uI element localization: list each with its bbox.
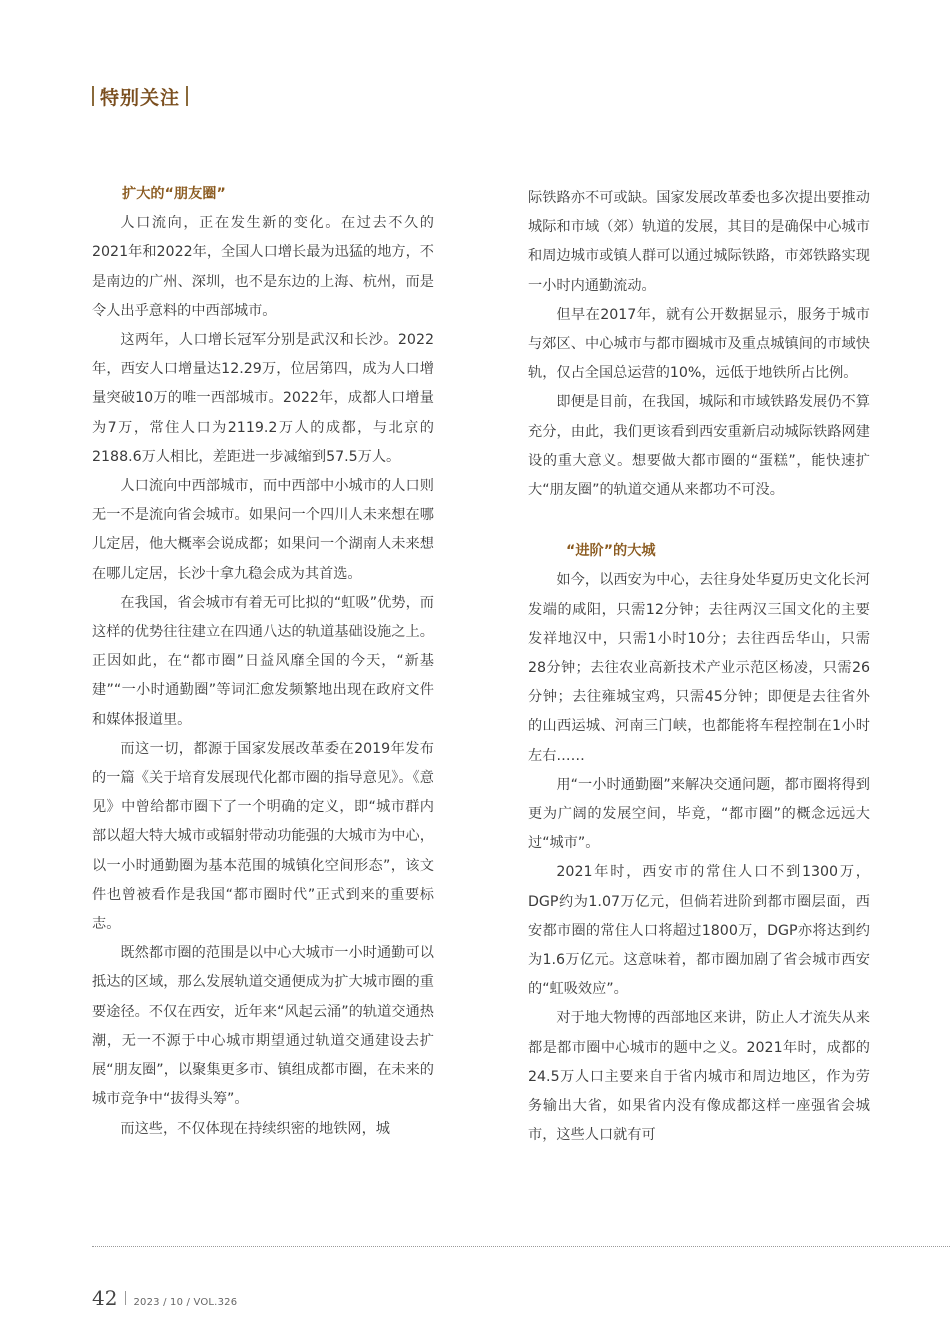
- left-paragraph-7: 而这些，不仅体现在持续织密的地铁网，城: [120, 1120, 390, 1137]
- section-title: 特别关注: [100, 86, 181, 109]
- left-paragraph-6: 既然都市圈的范围是以中心大城市一小时通勤可以抵达的区域，那么发展轨道交通便成为扩大城市圈的重要途径。不仅在西安，近年来“风起云涌”的轨道交通热潮，无一不源于中心城市期望通过轨道交通建设去扩展“朋友圈”，以聚集更多市、镇组成都市圈，在未来的城市竞争中“拔得头筹”。: [92, 945, 434, 1108]
- footer-separator: [125, 1291, 126, 1305]
- issue-info: 2023 / 10 / VOL.326: [133, 1297, 238, 1308]
- left-paragraph-2: 这两年，人口增长冠军分别是武汉和长沙。2022年，西安人口增量达12.29万，位居第四，成为人口增量突破10万的唯一西部城市。2022年，成都人口增量为7万，常住人口为2119.2万人的成都，与北京的2188.6万人相比，差距进一步减缩到57.5万人。: [92, 332, 434, 465]
- right-paragraph-6: 对于地大物博的西部地区来讲，防止人才流失从来都是都市圈中心城市的题中之义。2021年时，成都的24.5万人口主要来自于省内城市和周边地区，作为劳务输出大省，如果省内没有像成都这样一座强省会城市，这些人口就有可: [528, 1010, 870, 1144]
- left-paragraph-5: 而这一切，都源于国家发展改革委在2019年发布的一篇《关于培育发展现代化都市圈的指导意见》。《意见》中曾给都市圈下了一个明确的定义，即“城市群内部以超大特大城市或辐射带动功能强的大城市为中心，以一小时通勤圈为基本范围的城镇化空间形态”，该文件也曾被看作是我国“都市圈时代”正式到来的重要标志。: [92, 740, 434, 933]
- left-column: [92, 180, 434, 1144]
- header-right-bar: [186, 86, 188, 106]
- right-continuation-paragraph: 际铁路亦不可或缺。国家发展改革委也多次提出要推动城际和市域（郊）轨道的发展，其目的是确保中心城市和周边城市或镇人群可以通过城际铁路，市郊铁路实现一小时内通勤流动。: [528, 190, 870, 294]
- right-paragraph-1: 但早在2017年，就有公开数据显示，服务于城市与郊区、中心城市与都市圈城市及重点城镇间的市域快轨，仅占全国总运营的10%，远低于地铁所占比例。: [528, 306, 870, 382]
- right-column-heading: “进阶”的大城: [566, 543, 656, 560]
- right-column: [528, 184, 870, 1151]
- right-paragraph-4: 用“一小时通勤圈”来解决交通问题，都市圈将得到更为广阔的发展空间，毕竟，“都市圈”的概念远远大过“城市”。: [528, 776, 870, 852]
- right-paragraph-2: 即便是目前，在我国，城际和市域铁路发展仍不算充分，由此，我们更该看到西安重新启动城际铁路网建设的重大意义。想要做大都市圈的“蛋糕”，能快速扩大“朋友圈”的轨道交通从来都功不可没。: [528, 394, 870, 499]
- left-column-heading: 扩大的“朋友圈”: [122, 186, 226, 202]
- left-paragraph-3: 人口流向中西部城市，而中西部中小城市的人口则无一不是流向省会城市。如果问一个四川人未来想在哪儿定居，他大概率会说成都；如果问一个湖南人未来想在哪儿定居，长沙十拿九稳会成为其首选。: [92, 478, 434, 582]
- section-header: [92, 84, 188, 108]
- left-paragraph-4: 在我国，省会城市有着无可比拟的“虹吸”优势，而这样的优势往往建立在四通八达的轨道基础设施之上。正因如此，在“都市圈”日益风靡全国的今天，“新基建”“一小时通勤圈”等词汇愈发频繁地出现在政府文件和媒体报道里。: [92, 594, 434, 728]
- footer-divider: [92, 1246, 950, 1247]
- page-footer: [92, 1286, 237, 1310]
- left-paragraph-1: 人口流向，正在发生新的变化。在过去不久的2021年和2022年，全国人口增长最为迅猛的地方，不是南边的广州、深圳，也不是东边的上海、杭州，而是令人出乎意料的中西部城市。: [92, 215, 434, 319]
- right-paragraph-3: 如今，以西安为中心，去往身处华夏历史文化长河发端的咸阳，只需12分钟；去往两汉三国文化的主要发祥地汉中，只需1小时10分；去往西岳华山，只需28分钟；去往农业高新技术产业示范区杨凌，只需26分钟；去往雍城宝鸡，只需45分钟；即便是去往省外的山西运城、河南三门峡，也都能将车程控制在1小时左右……: [528, 572, 870, 764]
- header-left-bar: [92, 86, 94, 106]
- right-paragraph-5: 2021年时，西安市的常住人口不到1300万，DGP约为1.07万亿元，但倘若进阶到都市圈层面，西安都市圈的常住人口将超过1800万，DGP亦将达到约为1.6万亿元。这意味着，都市圈加剧了省会城市西安的“虹吸效应”。: [528, 864, 870, 998]
- page-number: 42: [92, 1286, 118, 1310]
